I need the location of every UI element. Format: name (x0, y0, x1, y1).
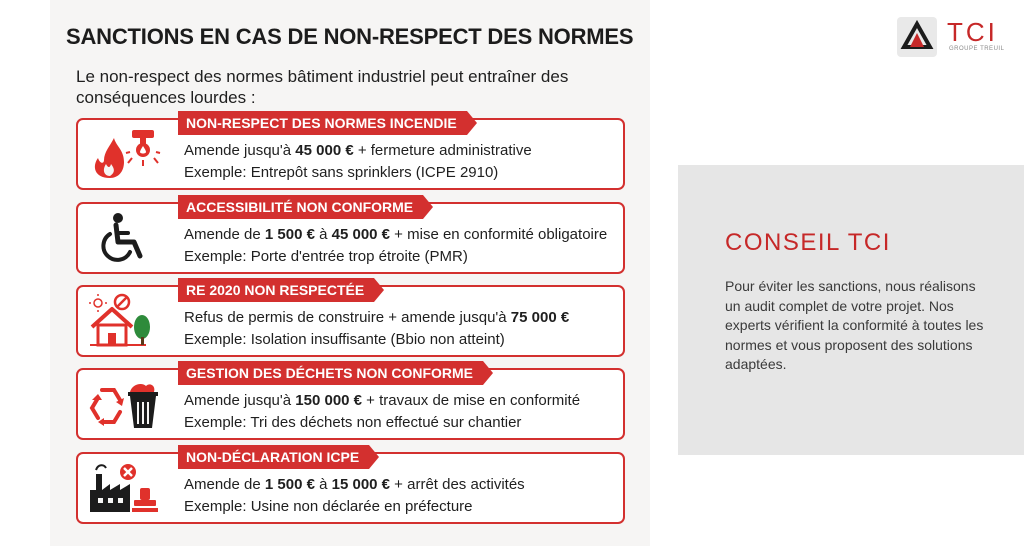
sanction-card-waste (76, 365, 625, 440)
factory-stamp-icon (84, 460, 164, 516)
card-penalty: Amende de 1 500 € à 45 000 € + mise en conformité obligatoire (184, 226, 608, 243)
card-penalty: Amende jusqu'à 150 000 € + travaux de mise en conformité (184, 392, 581, 409)
card-penalty: Refus de permis de construire + amende jusqu'à 75 000 € (184, 309, 570, 326)
card-tag: ACCESSIBILITÉ NON CONFORME (178, 195, 423, 219)
logo-name: TCI (947, 17, 998, 47)
fire-sprinkler-icon (84, 126, 164, 182)
wheelchair-icon (84, 210, 164, 266)
infographic-title: SANCTIONS EN CAS DE NON-RESPECT DES NORMES (66, 24, 634, 49)
advice-body: Pour éviter les sanctions, nous réalisons un audit complet de votre projet. Nos experts vérifient la conformité à toutes les normes et vous proposent des solutions adaptées. (725, 278, 984, 372)
advice-title: CONSEIL TCI (725, 229, 891, 256)
card-example: Exemple: Usine non déclarée en préfecture (184, 498, 473, 515)
sanction-card-icpe (76, 449, 625, 524)
card-example: Exemple: Isolation insuffisante (Bbio non atteint) (184, 331, 505, 348)
card-example: Exemple: Entrepôt sans sprinklers (ICPE 2910) (184, 164, 499, 181)
card-penalty: Amende de 1 500 € à 15 000 € + arrêt des activités (184, 476, 525, 493)
sanction-card-fire (76, 115, 625, 190)
card-tag: NON-DÉCLARATION ICPE (178, 445, 369, 469)
card-tag: NON-RESPECT DES NORMES INCENDIE (178, 111, 467, 135)
infographic-intro: Le non-respect des normes bâtiment industriel peut entraîner des conséquences lourdes : (76, 67, 569, 107)
sanction-card-accessibility (76, 199, 625, 274)
card-tag: RE 2020 NON RESPECTÉE (178, 278, 374, 302)
house-energy-icon (84, 293, 164, 349)
advice-panel (678, 165, 1024, 455)
tci-logo-icon (897, 17, 937, 57)
card-tag: GESTION DES DÉCHETS NON CONFORME (178, 361, 483, 385)
card-example: Exemple: Tri des déchets non effectué sur chantier (184, 414, 522, 431)
logo-subtitle: GROUPE TREUIL (949, 46, 1005, 52)
card-example: Exemple: Porte d'entrée trop étroite (PMR) (184, 248, 468, 265)
card-penalty: Amende jusqu'à 45 000 € + fermeture administrative (184, 142, 532, 159)
sanction-card-re2020 (76, 282, 625, 357)
recycle-bin-icon (84, 376, 164, 432)
tci-logo[interactable] (897, 17, 937, 57)
